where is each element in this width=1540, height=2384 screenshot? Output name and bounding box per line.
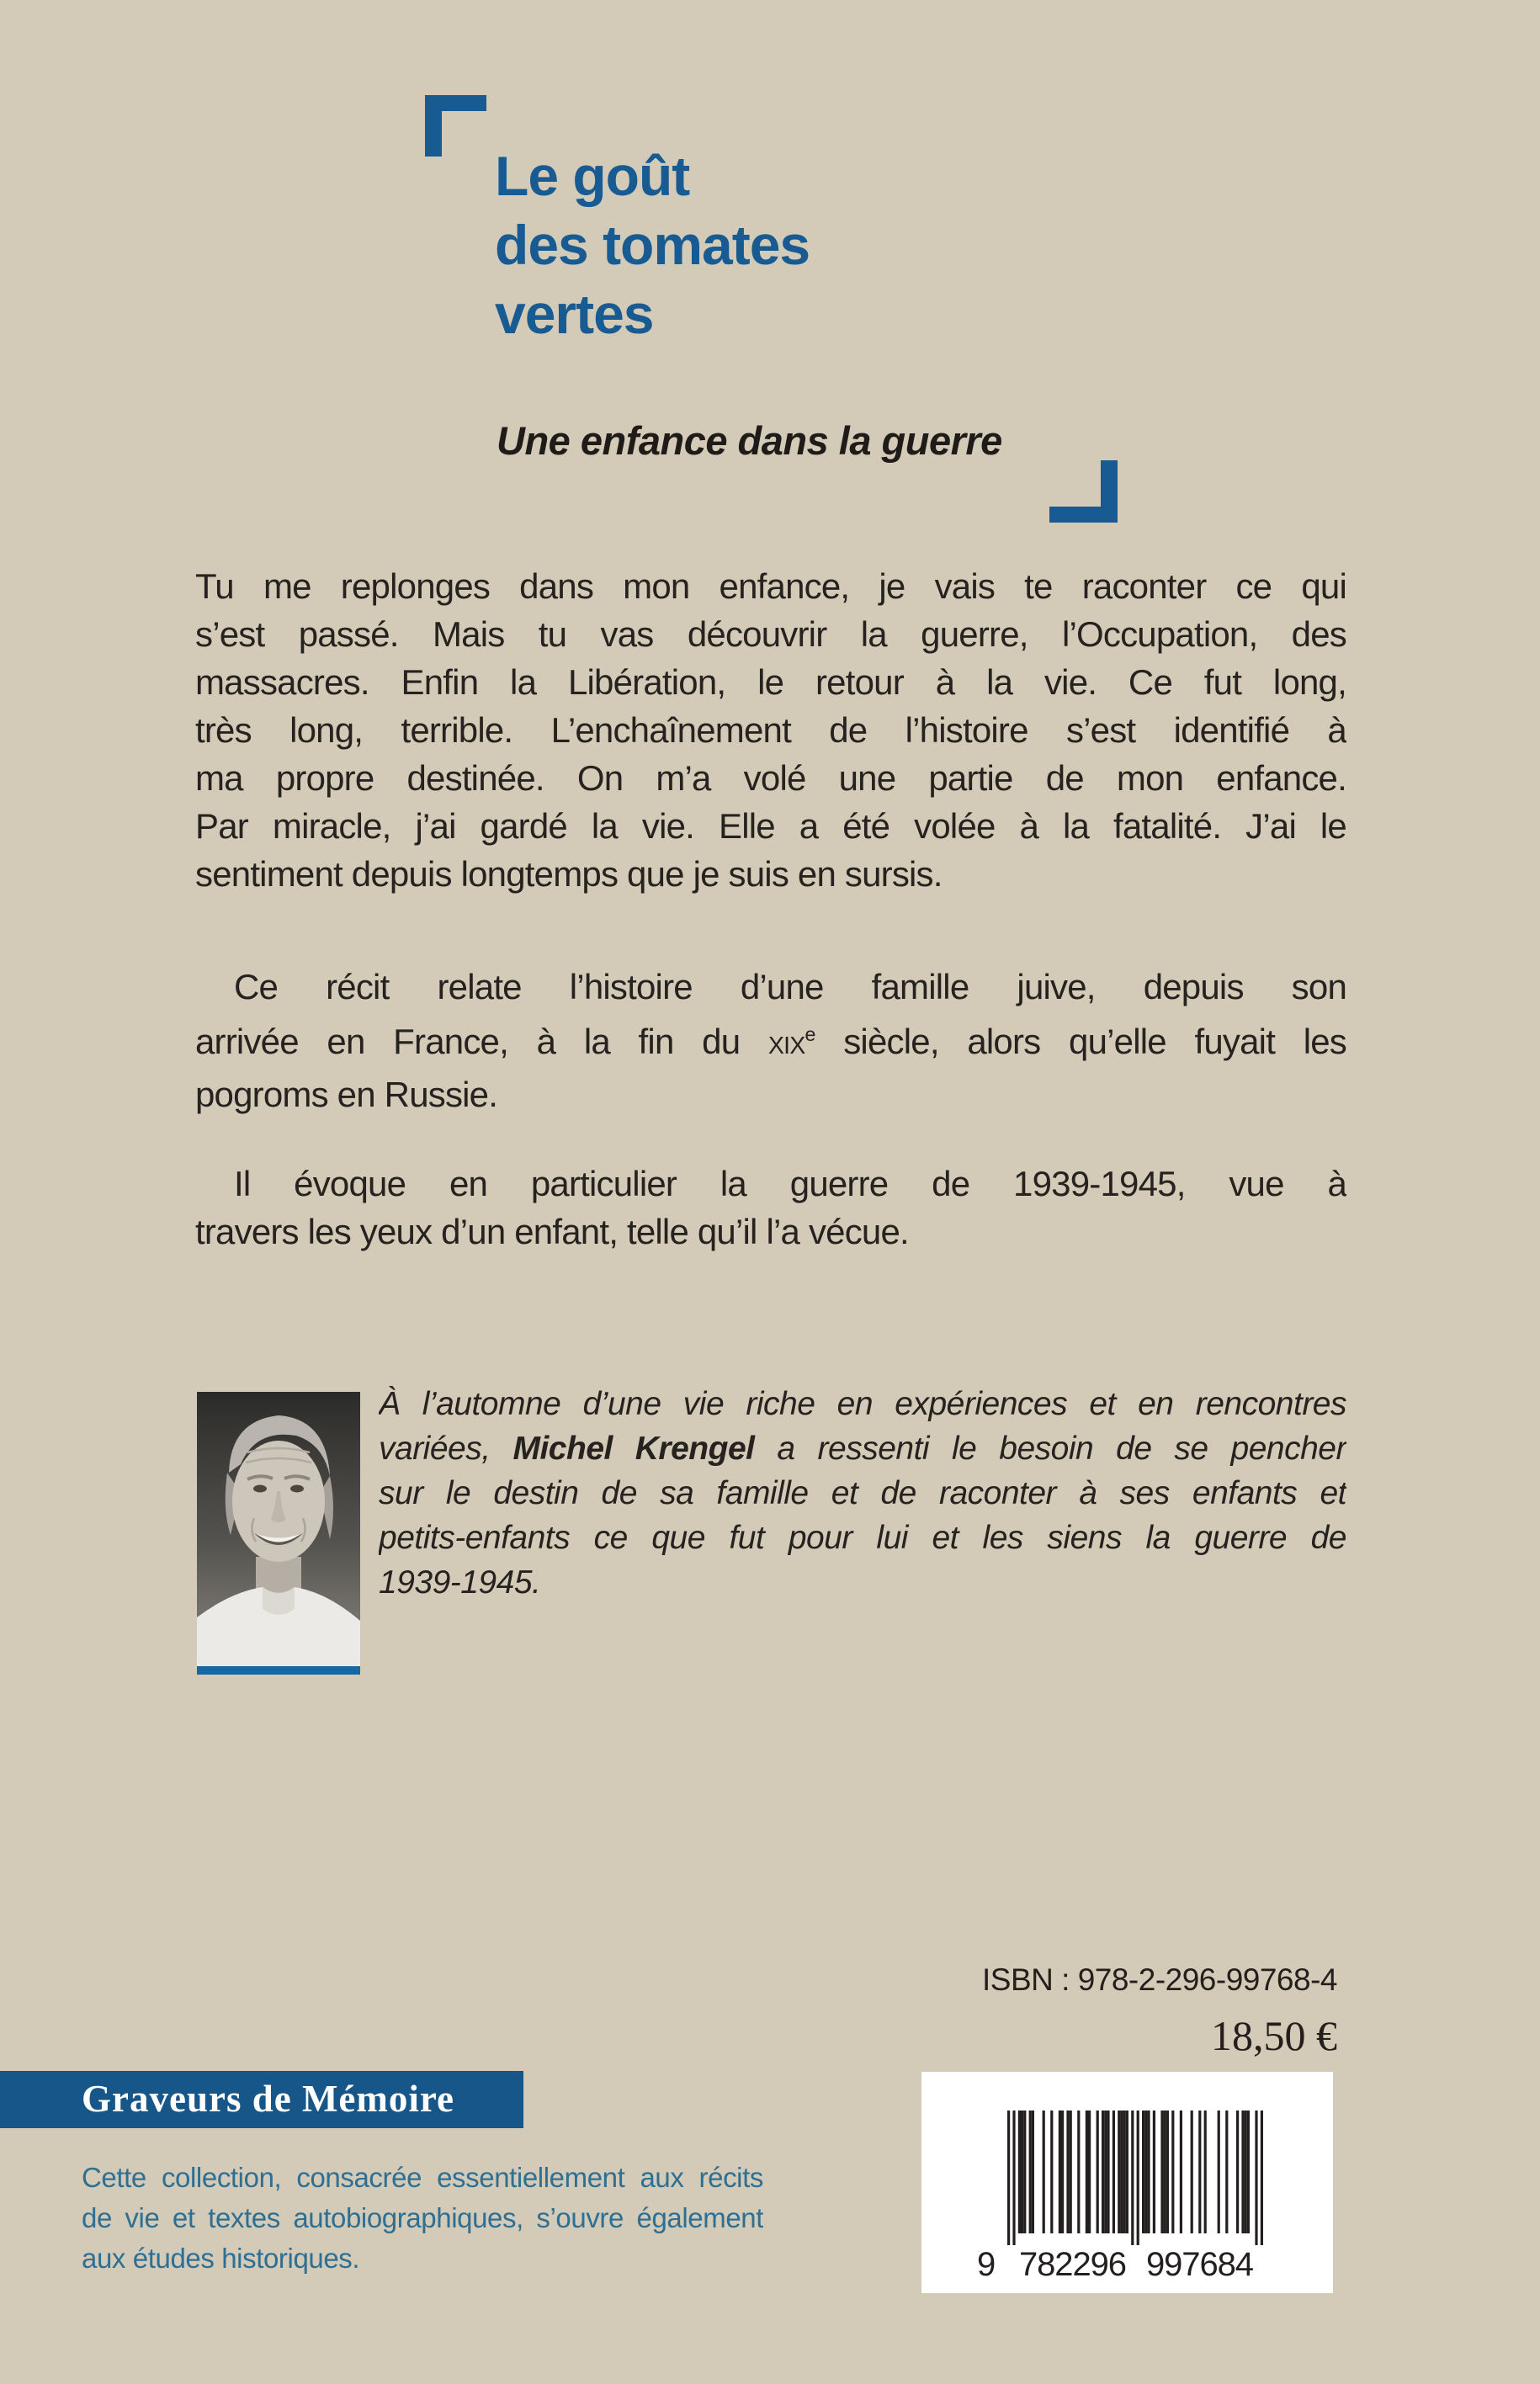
century-ordinal-superscript: e	[805, 1023, 815, 1045]
text-line: de vie et textes autobiographiques, s’ouvre également	[82, 2202, 763, 2233]
text-line: Ce récit relate l’histoire d’une famille juive, depuis son	[234, 967, 1346, 1006]
book-title	[495, 141, 810, 348]
price-text: 18,50 €	[1211, 2012, 1337, 2059]
synopsis-paragraph-1	[195, 562, 1346, 898]
text-line: sur le destin de sa famille et de raconter à ses enfants et	[379, 1475, 1346, 1511]
barcode-digits-left: 782296	[1019, 2246, 1127, 2283]
collection-banner: Graveurs de Mémoire	[0, 2071, 523, 2128]
text-line: Tu me replonges dans mon enfance, je vais te raconter ce qui	[195, 566, 1346, 606]
book-title-line: vertes	[495, 283, 654, 345]
text-line: À l’automne d’une vie riche en expériences et en rencontres	[379, 1386, 1346, 1422]
text-line: travers les yeux d’un enfant, telle qu’il l’a vécue.	[195, 1212, 909, 1251]
isbn-text: ISBN : 978-2-296-99768-4	[982, 1962, 1337, 1997]
synopsis-paragraph-2	[195, 963, 1346, 1118]
photo-underline-bar	[197, 1666, 360, 1675]
barcode-panel	[921, 2072, 1333, 2293]
book-subtitle: Une enfance dans la guerre	[497, 418, 1002, 463]
text-line: sentiment depuis longtemps que je suis en sursis.	[195, 854, 943, 894]
text-line: ma propre destinée. On m’a volé une partie de mon enfance.	[195, 758, 1346, 798]
barcode-digits-right: 997684	[1146, 2246, 1254, 2283]
text-segment: arrivée en France, à la fin du	[195, 1022, 768, 1061]
collection-description	[82, 2158, 763, 2279]
synopsis-paragraph-3	[195, 1160, 1346, 1256]
author-portrait-image	[197, 1392, 360, 1666]
text-line: très long, terrible. L’enchaînement de l’histoire s’est identifié à	[195, 710, 1346, 750]
text-line: 1939-1945.	[379, 1564, 541, 1601]
book-title-line: des tomates	[495, 214, 810, 276]
ean13-barcode	[921, 2072, 1333, 2293]
author-bio	[379, 1382, 1346, 1605]
corner-bracket-bottom-right-icon	[1049, 460, 1118, 523]
text-line: pogroms en Russie.	[195, 1075, 498, 1114]
text-line	[195, 1011, 1346, 1070]
barcode-digit-first: 9	[977, 2246, 996, 2283]
author-name: Michel Krengel	[512, 1431, 755, 1467]
text-line: Cette collection, consacrée essentiellement aux récits	[82, 2162, 763, 2193]
corner-bracket-top-left-icon	[425, 95, 486, 157]
text-line: petits-enfants ce que fut pour lui et les siens la guerre de	[379, 1520, 1346, 1556]
text-line: massacres. Enfin la Libération, le retour à la vie. Ce fut long,	[195, 662, 1346, 702]
text-line: Il évoque en particulier la guerre de 1939-1945, vue à	[234, 1164, 1346, 1203]
text-line: s’est passé. Mais tu vas découvrir la guerre, l’Occupation, des	[195, 614, 1346, 654]
text-line	[379, 1426, 1346, 1471]
text-line: Par miracle, j’ai gardé la vie. Elle a été volée à la fatalité. J’ai le	[195, 806, 1346, 846]
century-small-caps: XIX	[767, 1033, 805, 1059]
text-segment: a ressenti le besoin de se pencher	[754, 1431, 1346, 1467]
author-photo	[197, 1392, 360, 1675]
text-line: aux études historiques.	[82, 2243, 360, 2274]
book-title-line: Le goût	[495, 145, 690, 207]
text-segment: variées,	[379, 1431, 513, 1467]
text-segment: siècle, alors qu’elle fuyait les	[815, 1022, 1346, 1061]
